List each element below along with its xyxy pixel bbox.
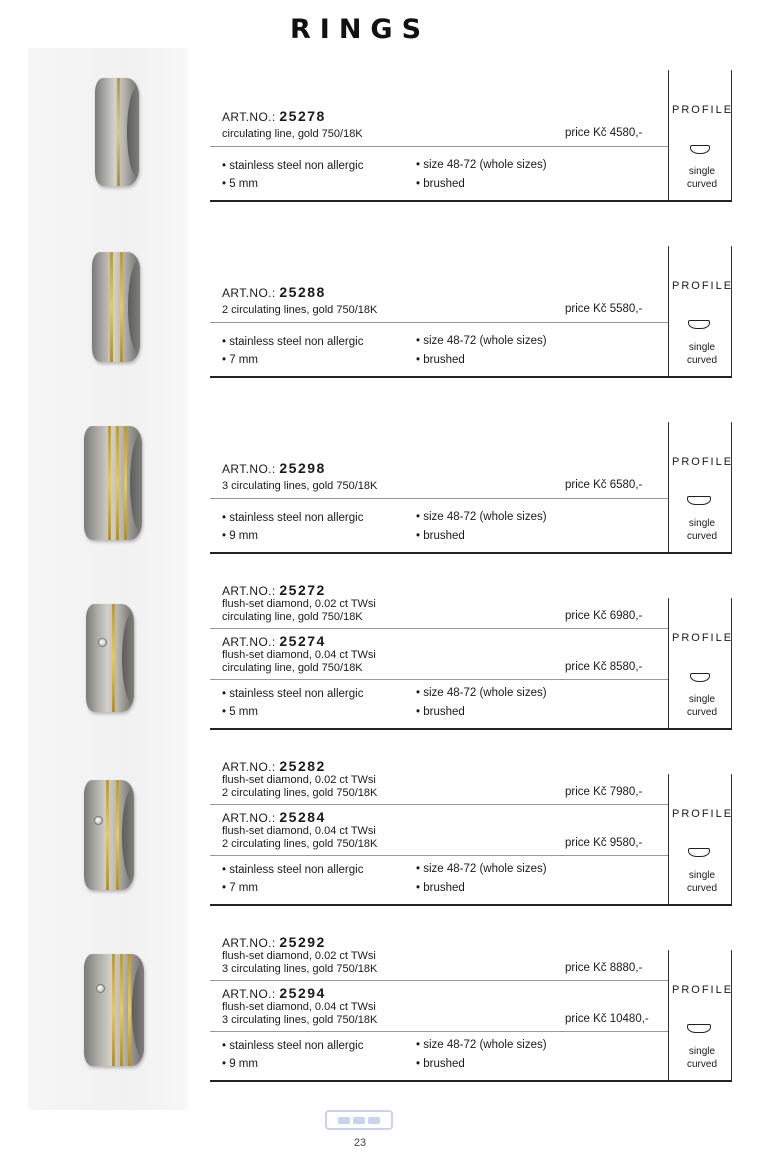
product-description [222, 649, 376, 675]
profile-type-line1: single [688, 1046, 716, 1057]
article-number-value: 25288 [279, 284, 326, 300]
profile-type-line1: single [688, 518, 716, 529]
article-prefix: ART.NO.: [222, 286, 276, 300]
material-spec: • stainless steel non allergic [222, 160, 364, 172]
finish-spec: • brushed [416, 530, 465, 542]
width-spec: • 5 mm [222, 706, 258, 718]
gold-line [120, 954, 123, 1066]
product-description [222, 825, 377, 851]
article-number-value: 25298 [279, 460, 326, 476]
gold-line [112, 604, 115, 712]
article-prefix: ART.NO.: [222, 584, 276, 598]
description-line: flush-set diamond, 0.02 ct TWsi [222, 774, 376, 786]
ring-image-25272 [86, 604, 134, 712]
description-line: flush-set diamond, 0.04 ct TWsi [222, 649, 376, 661]
profile-type-line2: curved [686, 883, 717, 894]
article-number-value: 25284 [279, 809, 326, 825]
description-line: flush-set diamond, 0.02 ct TWsi [222, 950, 376, 962]
profile-type [672, 1045, 732, 1071]
finish-spec: • brushed [416, 354, 465, 366]
product-price: price Kč 8580,- [565, 661, 643, 673]
product-price: price Kč 6580,- [565, 479, 643, 491]
profile-shape-icon [687, 1024, 711, 1033]
profile-type-line2: curved [686, 179, 717, 190]
description-line: 2 circulating lines, gold 750/18K [222, 838, 378, 850]
gold-line [116, 426, 119, 540]
profile-label: PROFILE [672, 984, 734, 996]
profile-type-line2: curved [686, 1059, 717, 1070]
article-number [222, 758, 326, 774]
profile-type [672, 693, 732, 719]
size-spec: • size 48-72 (whole sizes) [416, 511, 547, 523]
size-spec: • size 48-72 (whole sizes) [416, 335, 547, 347]
logo-mark [353, 1117, 365, 1124]
product-description: 3 circulating lines, gold 750/18K [222, 480, 378, 492]
description-line: 3 circulating lines, gold 750/18K [222, 1014, 378, 1026]
profile-divider [668, 774, 669, 904]
profile-type-line1: single [688, 870, 716, 881]
profile-shape-icon [690, 145, 710, 154]
profile-label: PROFILE [672, 808, 734, 820]
article-number-value: 25274 [279, 633, 326, 649]
product-info-box [210, 934, 734, 1082]
product-price: price Kč 9580,- [565, 837, 643, 849]
article-number-value: 25278 [279, 108, 326, 124]
profile-type-line1: single [688, 342, 716, 353]
product-price: price Kč 10480,- [565, 1013, 649, 1025]
ring-image-25278 [95, 78, 139, 186]
product-price: price Kč 5580,- [565, 303, 643, 315]
article-number [222, 633, 326, 649]
logo-mark [368, 1117, 380, 1124]
description-line: 2 circulating lines, gold 750/18K [222, 787, 378, 799]
gold-line [106, 780, 109, 890]
ring-image-25288 [92, 252, 140, 362]
profile-label: PROFILE [672, 632, 734, 644]
profile-divider [668, 70, 669, 200]
profile-divider [668, 246, 669, 376]
brand-logo [325, 1110, 393, 1130]
profile-label: PROFILE [672, 104, 734, 116]
product-photo-strip [28, 48, 188, 1110]
width-spec: • 7 mm [222, 882, 258, 894]
description-line: flush-set diamond, 0.04 ct TWsi [222, 825, 376, 837]
article-prefix: ART.NO.: [222, 635, 276, 649]
gold-line [110, 252, 113, 362]
article-number [222, 460, 326, 476]
profile-type-line2: curved [686, 531, 717, 542]
size-spec: • size 48-72 (whole sizes) [416, 1039, 547, 1051]
row-divider [210, 146, 668, 147]
size-spec: • size 48-72 (whole sizes) [416, 687, 547, 699]
material-spec: • stainless steel non allergic [222, 336, 364, 348]
article-prefix: ART.NO.: [222, 462, 276, 476]
article-number [222, 284, 326, 300]
gold-line [128, 954, 131, 1066]
profile-type-line1: single [688, 694, 716, 705]
profile-label: PROFILE [672, 456, 734, 468]
article-prefix: ART.NO.: [222, 760, 276, 774]
profile-shape-icon [687, 496, 711, 505]
ring-image-25282 [84, 780, 134, 890]
profile-shape-icon [690, 673, 710, 682]
article-prefix: ART.NO.: [222, 110, 276, 124]
article-number [222, 809, 326, 825]
product-info-box [210, 758, 734, 906]
article-number-value: 25294 [279, 985, 326, 1001]
gold-line [120, 252, 123, 362]
article-number [222, 985, 326, 1001]
profile-label: PROFILE [672, 280, 734, 292]
finish-spec: • brushed [416, 1058, 465, 1070]
width-spec: • 7 mm [222, 354, 258, 366]
ring-image-25292 [84, 954, 144, 1066]
diamond-stone [94, 816, 103, 825]
row-divider [210, 855, 668, 856]
product-description [222, 774, 377, 800]
article-number [222, 934, 326, 950]
finish-spec: • brushed [416, 706, 465, 718]
profile-divider [668, 598, 669, 728]
profile-type [672, 869, 732, 895]
product-description [222, 950, 377, 976]
gold-line [112, 954, 115, 1066]
row-divider [210, 322, 668, 323]
product-price: price Kč 6980,- [565, 610, 643, 622]
row-divider [210, 804, 668, 805]
ring-image-25298 [84, 426, 142, 540]
product-price: price Kč 7980,- [565, 786, 643, 798]
article-number [222, 108, 326, 124]
profile-type [672, 517, 732, 543]
article-number-value: 25272 [279, 582, 326, 598]
product-description: 2 circulating lines, gold 750/18K [222, 304, 378, 316]
diamond-stone [96, 984, 105, 993]
diamond-stone [98, 638, 107, 647]
material-spec: • stainless steel non allergic [222, 688, 364, 700]
profile-type-line2: curved [686, 707, 717, 718]
profile-type-line1: single [688, 166, 716, 177]
profile-divider [668, 950, 669, 1080]
description-line: 3 circulating lines, gold 750/18K [222, 963, 378, 975]
product-description [222, 598, 376, 624]
profile-type [672, 341, 732, 367]
width-spec: • 9 mm [222, 530, 258, 542]
page-title: RINGS [290, 14, 431, 45]
product-description [222, 1001, 377, 1027]
article-number [222, 582, 326, 598]
description-line: circulating line, gold 750/18K [222, 662, 363, 674]
product-info-box [210, 70, 732, 202]
row-divider [210, 679, 668, 680]
material-spec: • stainless steel non allergic [222, 1040, 364, 1052]
logo-mark [338, 1117, 350, 1124]
product-info-box [210, 246, 732, 378]
product-price: price Kč 8880,- [565, 962, 643, 974]
finish-spec: • brushed [416, 178, 465, 190]
row-divider [210, 1031, 668, 1032]
gold-line [116, 780, 119, 890]
product-description: circulating line, gold 750/18K [222, 128, 363, 140]
article-prefix: ART.NO.: [222, 811, 276, 825]
gold-line [117, 78, 120, 186]
article-number-value: 25292 [279, 934, 326, 950]
description-line: flush-set diamond, 0.04 ct TWsi [222, 1001, 376, 1013]
size-spec: • size 48-72 (whole sizes) [416, 159, 547, 171]
product-price: price Kč 4580,- [565, 127, 643, 139]
gold-line [108, 426, 111, 540]
article-prefix: ART.NO.: [222, 987, 276, 1001]
row-divider [210, 628, 668, 629]
material-spec: • stainless steel non allergic [222, 512, 364, 524]
material-spec: • stainless steel non allergic [222, 864, 364, 876]
description-line: circulating line, gold 750/18K [222, 611, 363, 623]
row-divider [210, 980, 668, 981]
profile-type-line2: curved [686, 355, 717, 366]
row-divider [210, 498, 668, 499]
profile-type [672, 165, 732, 191]
article-number-value: 25282 [279, 758, 326, 774]
width-spec: • 9 mm [222, 1058, 258, 1070]
profile-shape-icon [688, 848, 710, 857]
article-prefix: ART.NO.: [222, 936, 276, 950]
width-spec: • 5 mm [222, 178, 258, 190]
finish-spec: • brushed [416, 882, 465, 894]
page-number: 23 [353, 1137, 367, 1149]
size-spec: • size 48-72 (whole sizes) [416, 863, 547, 875]
product-info-box [210, 422, 732, 554]
gold-line [124, 426, 127, 540]
profile-divider [668, 422, 669, 552]
profile-shape-icon [688, 320, 710, 329]
product-info-box [210, 582, 734, 730]
description-line: flush-set diamond, 0.02 ct TWsi [222, 598, 376, 610]
